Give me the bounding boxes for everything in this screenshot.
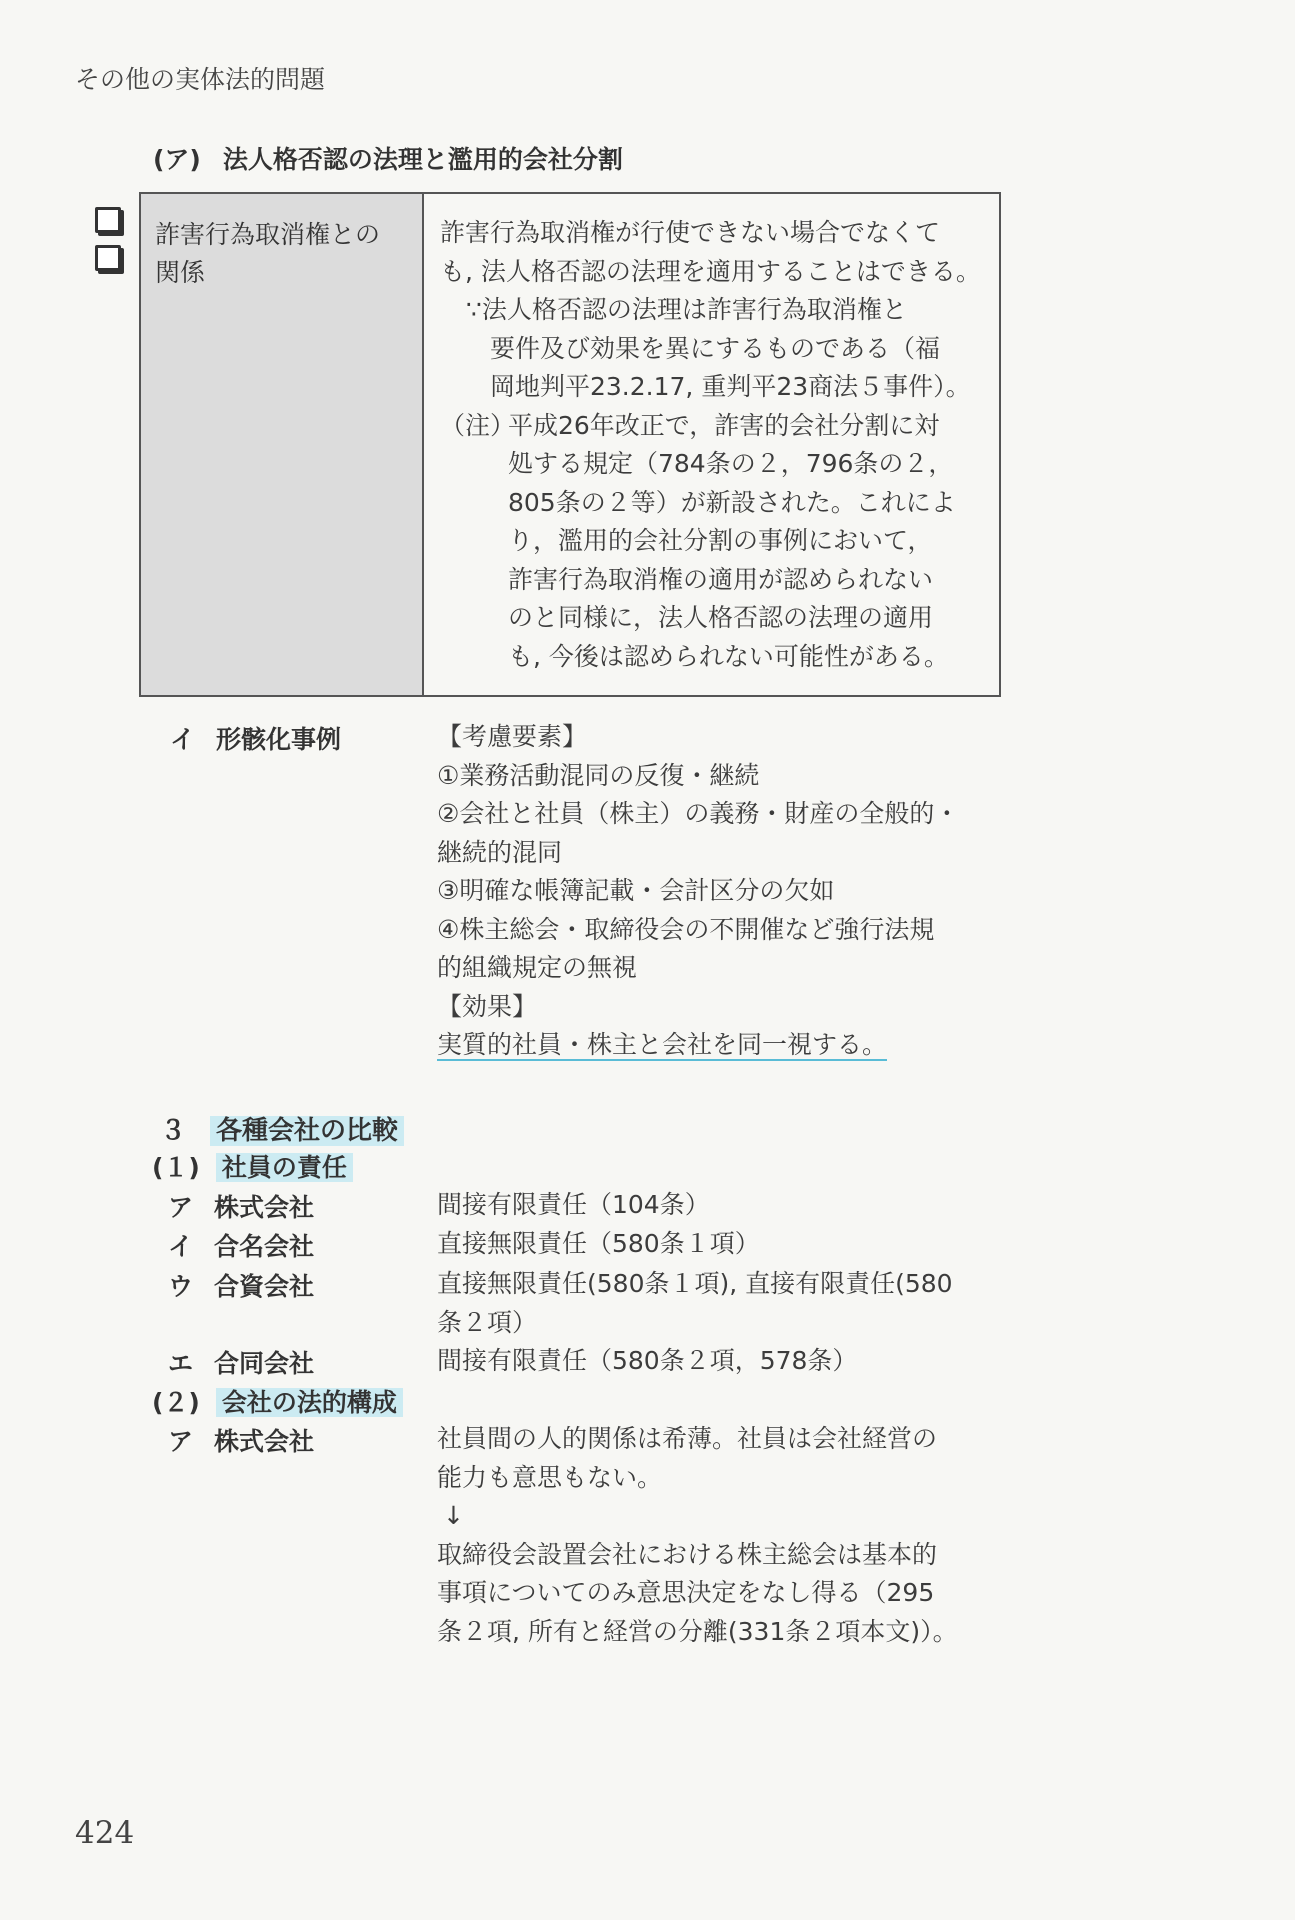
section3-number: ３ <box>160 1116 187 1146</box>
note-line: も, 今後は認められない可能性がある。 <box>508 641 949 671</box>
table-left-line: 詐害行為取消権との <box>155 220 381 249</box>
consider-line: ①業務活動混同の反復・継続 <box>437 760 760 790</box>
note-line: 処する規定（784条の２，796条の２， <box>508 449 954 478</box>
note-line: 805条の２等）が新設された。これによ <box>508 487 956 517</box>
consider-line: ④株主総会・取締役会の不開催など強行法規 <box>437 914 935 944</box>
sub1-row-label <box>168 1188 314 1224</box>
checkbox[interactable] <box>95 207 121 233</box>
consider-line: 継続的混同 <box>437 837 563 867</box>
section-a-heading <box>153 140 623 176</box>
note-line: 平成26年改正で，詐害的会社分割に対 <box>508 410 940 440</box>
row-kana: イ <box>168 1232 194 1261</box>
table-left-line: 関係 <box>155 258 206 287</box>
page-number: 424 <box>75 1815 135 1851</box>
sub2-body <box>437 1420 958 1651</box>
sub2-title: 会社の法的構成 <box>216 1388 403 1417</box>
sub1-row-text <box>437 1225 760 1264</box>
section-i-body <box>437 718 959 1065</box>
sub1-row-text <box>437 1342 857 1381</box>
checkbox[interactable] <box>95 245 121 271</box>
sub1-heading <box>152 1148 353 1184</box>
row-kana: ア <box>168 1193 194 1222</box>
sub2-line: 取締役会設置会社における株主総会は基本的 <box>437 1539 938 1569</box>
sub2-line: 事項についてのみ意思決定をなし得る（295 <box>437 1578 935 1607</box>
row-text-line: 直接無限責任(580条１項), 直接有限責任(580 <box>437 1269 953 1298</box>
sub1-row-label <box>168 1344 314 1380</box>
row-text-line: 間接有限責任（104条） <box>437 1190 710 1219</box>
note-text <box>508 407 987 677</box>
consider-heading: 【考慮要素】 <box>437 722 588 751</box>
section-i-kana: イ <box>170 725 196 754</box>
section-a-number: (ア) <box>153 145 201 174</box>
row-text-line: 直接無限責任（580条１項） <box>437 1229 760 1258</box>
effect-heading: 【効果】 <box>437 991 538 1021</box>
section-i-title: 形骸化事例 <box>216 725 342 754</box>
consider-line: 的組織規定の無視 <box>437 953 638 982</box>
row-text-line: 条２項） <box>437 1307 538 1337</box>
review-checkboxes <box>95 207 121 283</box>
note-line: 詐害行為取消権の適用が認められない <box>508 564 934 594</box>
section3-heading <box>160 1110 404 1147</box>
sub2-number: (２) <box>152 1388 200 1417</box>
sub1-number: (１) <box>152 1153 200 1182</box>
sub2-heading <box>152 1383 403 1419</box>
sub1-row-text <box>437 1265 953 1342</box>
table-right-cell <box>424 194 999 695</box>
section-a-title: 法人格否認の法理と濫用的会社分割 <box>222 145 623 174</box>
section3-title: 各種会社の比較 <box>210 1116 404 1146</box>
row-label: 合同会社 <box>214 1349 315 1378</box>
effect-text: 実質的社員・株主と会社を同一視する。 <box>437 1030 888 1059</box>
sub1-row-label <box>168 1267 314 1303</box>
sub1-title: 社員の責任 <box>216 1153 353 1182</box>
row-label: 合名会社 <box>214 1232 315 1261</box>
running-header: その他の実体法的問題 <box>75 65 326 94</box>
note-mark: （注） <box>440 410 516 440</box>
sub2-line: 能力も意思もない。 <box>437 1462 663 1492</box>
reason-line: ∵法人格否認の法理は詐害行為取消権と <box>466 295 907 324</box>
table-left-cell <box>141 194 424 695</box>
note-block <box>440 407 987 677</box>
row-label: 合資会社 <box>214 1272 315 1301</box>
row-text-line: 間接有限責任（580条２項，578条） <box>437 1346 858 1375</box>
section-i-heading <box>170 720 341 756</box>
row-kana: ア <box>168 1427 194 1456</box>
sub2-row-label <box>168 1422 314 1458</box>
sub2-line: 条２項, 所有と経営の分離(331条２項本文)）。 <box>437 1616 958 1646</box>
row-kana: ウ <box>168 1272 194 1301</box>
table-text-line: 詐害行為取消権が行使できない場合でなくて <box>440 218 941 247</box>
consider-line: ②会社と社員（株主）の義務・財産の全般的・ <box>437 799 960 828</box>
row-label: 株式会社 <box>214 1193 315 1222</box>
sub2-line: 社員間の人的関係は希薄。社員は会社経営の <box>437 1424 938 1453</box>
sub1-row-label <box>168 1227 314 1263</box>
summary-table <box>139 192 1001 697</box>
reason-line: 要件及び効果を異にするものである（福 <box>490 333 941 363</box>
down-arrow-icon: ↓ <box>443 1501 464 1530</box>
table-text-line: も, 法人格否認の法理を適用することはできる。 <box>440 256 981 286</box>
note-line: り，濫用的会社分割の事例において， <box>508 526 933 555</box>
row-label: 株式会社 <box>214 1427 315 1456</box>
sub1-row-text <box>437 1186 710 1225</box>
reason-line: 岡地判平23.2.17, 重判平23商法５事件）。 <box>490 372 971 401</box>
row-kana: エ <box>168 1349 194 1378</box>
note-line: のと同様に，法人格否認の法理の適用 <box>508 603 934 632</box>
consider-line: ③明確な帳簿記載・会計区分の欠如 <box>437 876 835 905</box>
